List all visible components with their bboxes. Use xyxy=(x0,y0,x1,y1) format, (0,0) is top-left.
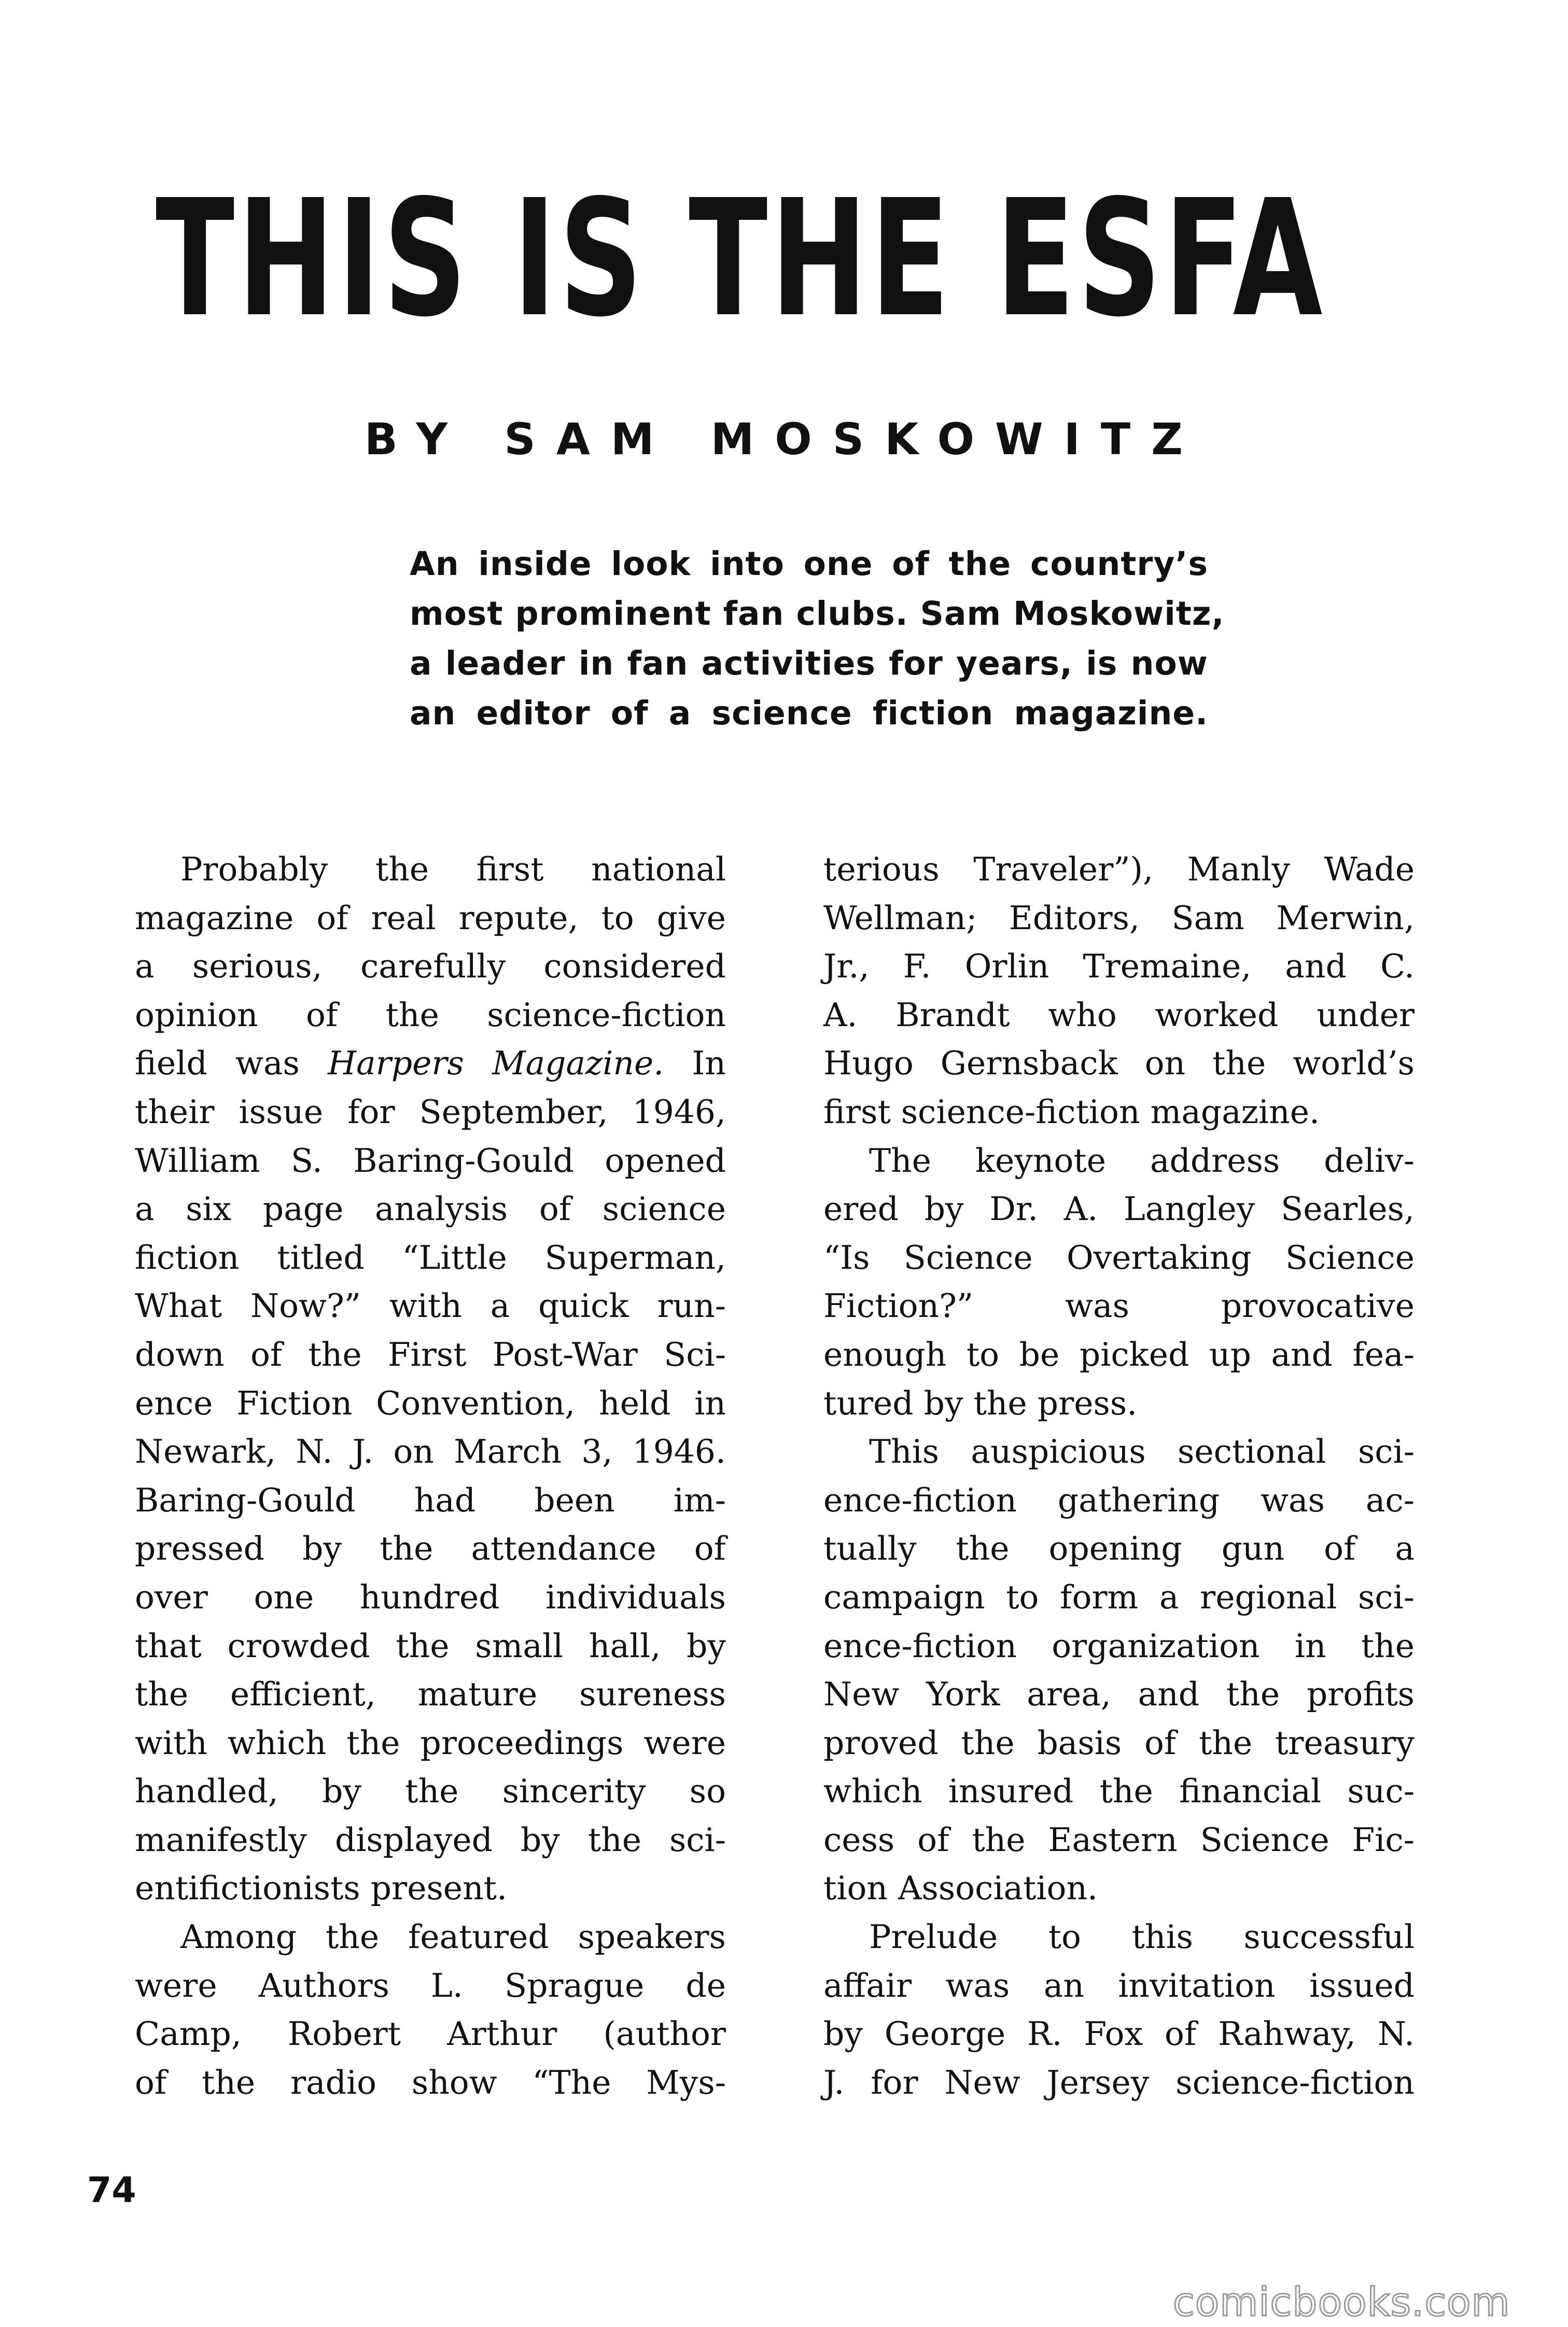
text-line: handled, by the sincerity so xyxy=(135,1772,726,1811)
text-line: “Is Science Overtaking Science xyxy=(823,1238,1415,1277)
text-line: Baring-Gould had been im- xyxy=(135,1481,726,1519)
text-line: ence-fiction gathering was ac- xyxy=(823,1481,1415,1519)
page-number: 74 xyxy=(87,2170,136,2211)
intro-line: most prominent fan clubs. Sam Moskowitz, xyxy=(410,595,1225,633)
body-column-left xyxy=(135,845,726,2107)
text-line: Probably the first national xyxy=(180,850,726,888)
text-line: Camp, Robert Arthur (author xyxy=(135,2015,726,2053)
text-line: by George R. Fox of Rahway, N. xyxy=(823,2015,1415,2053)
text-line: Jr., F. Orlin Tremaine, and C. xyxy=(823,947,1415,986)
text-line: New York area, and the profits xyxy=(823,1675,1415,1714)
text-line: A. Brandt who worked under xyxy=(823,996,1415,1034)
text-line: manifestly displayed by the sci- xyxy=(135,1820,726,1859)
text-line: a six page analysis of science xyxy=(135,1190,726,1228)
text-line: Prelude to this successful xyxy=(869,1918,1415,1956)
article-title: THIS IS THE ESFA xyxy=(156,165,1326,353)
text-line: enough to be picked up and fea- xyxy=(823,1335,1415,1373)
text-line: entifictionists present. xyxy=(135,1869,508,1908)
text-line: The keynote address deliv- xyxy=(869,1141,1415,1180)
text-line: that crowded the small hall, by xyxy=(135,1627,726,1665)
text-line: Hugo Gernsback on the world’s xyxy=(823,1044,1415,1083)
text-line: a serious, carefully considered xyxy=(135,947,726,986)
text-line: Fiction?” was provocative xyxy=(823,1287,1415,1325)
text-line: campaign to form a regional sci- xyxy=(823,1578,1415,1616)
text-line: which insured the financial suc- xyxy=(823,1772,1415,1811)
intro-line: a leader in fan activities for years, is now xyxy=(410,644,1208,682)
text-line: tion Association. xyxy=(823,1869,1098,1908)
text-line: ered by Dr. A. Langley Searles, xyxy=(823,1190,1415,1228)
text-line: J. for New Jersey science-fiction xyxy=(823,2063,1415,2101)
text-line: fiction titled “Little Superman, xyxy=(135,1238,726,1277)
text-line: field was Harpers Magazine. In xyxy=(135,1044,726,1083)
text-line: first science-fiction magazine. xyxy=(823,1092,1320,1131)
text-line: This auspicious sectional sci- xyxy=(869,1433,1415,1471)
intro-blurb xyxy=(410,539,1225,738)
text-line: proved the basis of the treasury xyxy=(823,1723,1415,1762)
text-line: affair was an invitation issued xyxy=(823,1966,1415,2004)
text-line: Wellman; Editors, Sam Merwin, xyxy=(823,899,1415,937)
text-line: down of the First Post-War Sci- xyxy=(135,1335,726,1373)
body-column-right xyxy=(823,845,1415,2107)
text-line: William S. Baring-Gould opened xyxy=(135,1141,726,1180)
text-line: of the radio show “The Mys- xyxy=(135,2063,726,2101)
magazine-name: Harpers Magazine. xyxy=(328,1044,664,1083)
text-line: the efficient, mature sureness xyxy=(135,1675,726,1714)
text-line: over one hundred individuals xyxy=(135,1578,726,1616)
text-line: with which the proceedings were xyxy=(135,1723,726,1762)
intro-line: an editor of a science fiction magazine. xyxy=(410,694,1208,732)
text-line: ence Fiction Convention, held in xyxy=(135,1384,726,1422)
text-line: pressed by the attendance of xyxy=(135,1530,726,1568)
intro-line: An inside look into one of the country’s xyxy=(410,545,1208,583)
text-line: magazine of real repute, to give xyxy=(135,899,726,937)
watermark: comicbooks.com xyxy=(1173,2279,1510,2325)
text-line: tured by the press. xyxy=(823,1384,1138,1422)
text-line: What Now?” with a quick run- xyxy=(135,1287,726,1325)
text-line: Newark, N. J. on March 3, 1946. xyxy=(135,1433,726,1471)
text-line: Among the featured speakers xyxy=(180,1918,726,1956)
text-line: ence-fiction organization in the xyxy=(823,1627,1415,1665)
text-line: opinion of the science-fiction xyxy=(135,996,726,1034)
text-line: tually the opening gun of a xyxy=(823,1530,1415,1568)
text-line: their issue for September, 1946, xyxy=(135,1092,726,1131)
byline: BY SAM MOSKOWITZ xyxy=(364,414,1204,465)
text-line: terious Traveler”), Manly Wade xyxy=(823,850,1415,888)
text-line: cess of the Eastern Science Fic- xyxy=(823,1820,1415,1859)
text-line: were Authors L. Sprague de xyxy=(135,1966,726,2004)
